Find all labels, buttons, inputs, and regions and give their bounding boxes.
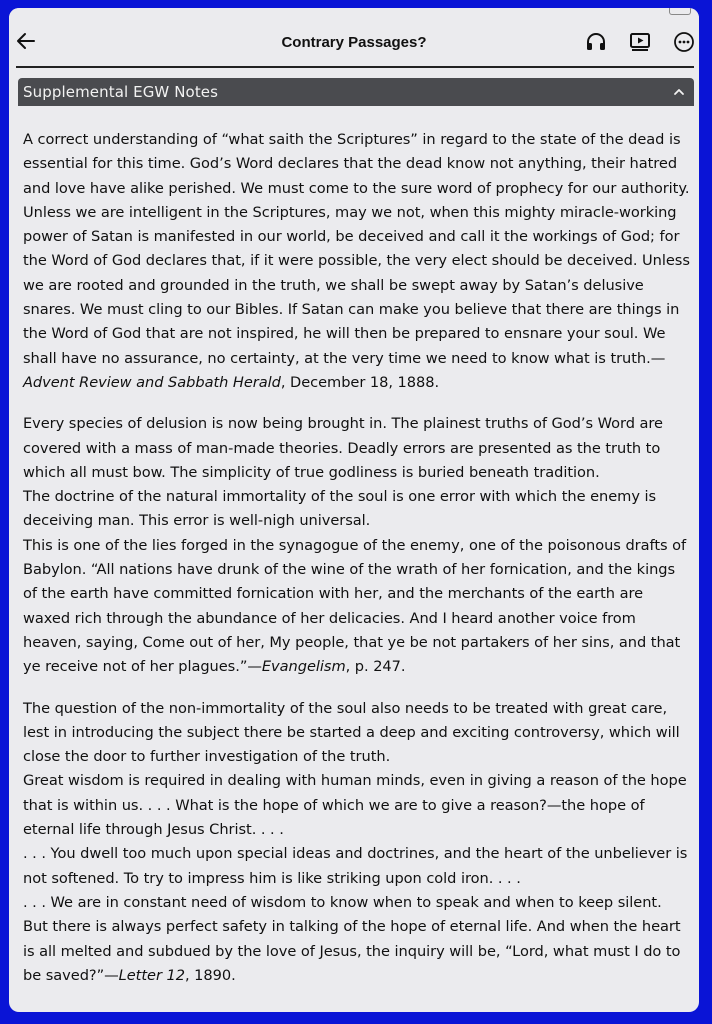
note-text: The doctrine of the natural immortality of the soul is one error with which the enemy is deceiving man. This error is well-nigh universal.	[23, 488, 657, 530]
note-paragraph-1	[23, 128, 691, 395]
note-text: Great wisdom is required in dealing with human minds, even in giving a reason of the hope that is within us. . . . What is the hope of which we are to give a reason?—the hope of eternal life through Jesus Christ. . . .	[23, 772, 687, 839]
source-title: Evangelism	[261, 658, 346, 676]
source-title: Advent Review and Sabbath Herald	[23, 373, 281, 391]
source-reference: , p. 247.	[345, 658, 406, 676]
note-paragraph-3	[23, 697, 691, 989]
source-title: Letter 12	[118, 966, 185, 984]
note-text: Every species of delusion is now being brought in. The plainest truths of God’s Word are covered with a mass of man-made theories. Deadly errors are presented as the truth to which all must bow. The simplicity of true godliness is buried beneath tradition.	[23, 415, 663, 481]
status-bar-fragment	[669, 8, 691, 15]
note-paragraph-2	[23, 412, 691, 679]
note-text: This is one of the lies forged in the synagogue of the enemy, one of the poisonous drafts of Babylon. “All nations have drunk of the wine of the wrath of her fornication, and the kings of the earth have committed fornication with her, and the merchants of the earth are waxed rich through the abundance of her delicacies. And I heard another voice from heaven, saying, Come out of her, My people, that ye be not partakers of her sins, and that ye receive not of her plagues.”—	[23, 536, 687, 676]
page-title: Contrary Passages?	[281, 34, 427, 51]
play-presentation-icon[interactable]	[629, 31, 651, 53]
note-text: A correct understanding of “what saith the Scriptures” in regard to the state of the dead is essential for this time. God’s Word declares that the dead know not anything, their hatred and love have alike perished. We must come to the sure word of prophecy for our authority. Unless we are intelligent in the Scriptures, may we not, when this mighty miracle-working power of Satan is manifested in our world, be deceived and call it the workings of God; for the Word of God declares that, if it were possible, the very elect should be deceived. Unless we are rooted and grounded in the truth, we shall be swept away by Satan’s delusive snares. We must cling to our Bibles. If Satan can make you believe that there are things in the Word of God that are not inspired, he will then be prepared to ensnare your soul. We shall have no assurance, no certainty, at the very time we need to know what is truth.—	[23, 131, 690, 367]
source-reference: , December 18, 1888.	[280, 373, 440, 391]
note-text: . . . We are in constant need of wisdom to know when to speak and when to keep silent. But there is always perfect safety in talking of the hope of eternal life. And when the heart is all melted and subdued by the love of Jesus, the inquiry will be, “Lord, what must I do to be saved?”—	[23, 893, 681, 984]
more-options-icon[interactable]	[673, 31, 695, 53]
chevron-up-icon[interactable]	[670, 83, 688, 101]
notes-content	[23, 128, 691, 1005]
supplemental-notes-header[interactable]	[18, 78, 694, 106]
top-bar	[9, 8, 699, 66]
panel-title: Supplemental EGW Notes	[23, 83, 219, 101]
headphones-icon[interactable]	[585, 31, 607, 53]
note-text: . . . You dwell too much upon special ideas and doctrines, and the heart of the unbeliever is not softened. To try to impress him is like striking upon cold iron. . . .	[23, 845, 688, 887]
header-divider	[16, 66, 694, 68]
app-window	[9, 8, 699, 1012]
note-text: The question of the non-immortality of the soul also needs to be treated with great care, lest in introducing the subject there be started a deep and exciting controversy, which will close the door to further investigation of the truth.	[23, 699, 680, 766]
source-reference: , 1890.	[184, 966, 236, 984]
